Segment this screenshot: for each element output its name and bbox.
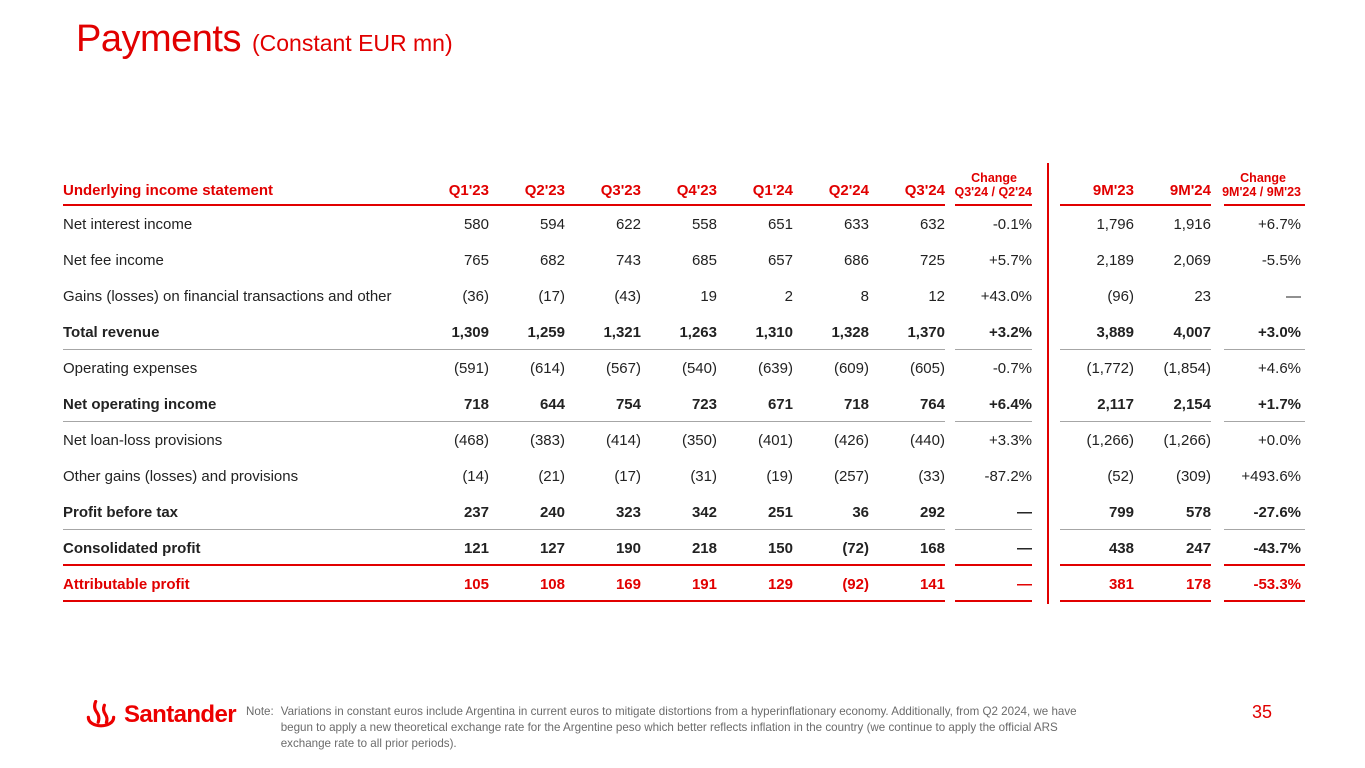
separator-line — [955, 349, 1032, 350]
quarter-value: 342 — [691, 503, 717, 521]
footnote-text — [281, 704, 1077, 752]
quarter-value: 191 — [691, 575, 717, 593]
yoy-change-value: +6.7% — [1258, 215, 1301, 233]
qoq-change-value: -87.2% — [984, 467, 1032, 485]
separator-line — [955, 600, 1032, 602]
yoy-change-value: — — [1286, 287, 1301, 305]
santander-flame-icon — [84, 700, 118, 730]
quarter-value: 754 — [615, 395, 641, 413]
quarter-value: 121 — [463, 539, 489, 557]
quarter-value: 580 — [463, 215, 489, 233]
quarter-value: 632 — [919, 215, 945, 233]
nine-month-value: 247 — [1185, 539, 1211, 557]
footnote — [246, 704, 1077, 752]
slide-title-row — [76, 18, 453, 61]
nine-month-value: 23 — [1194, 287, 1211, 305]
change-qoq-label: Change — [971, 171, 1017, 185]
quarter-value: 190 — [615, 539, 641, 557]
quarter-value: 725 — [919, 251, 945, 269]
change-yoy-label: Change — [1240, 171, 1286, 185]
quarter-value: 169 — [615, 575, 641, 593]
footnote-line: exchange rate to all prior periods). — [280, 737, 457, 750]
change-yoy-periods: 9M'24 / 9M'23 — [1222, 185, 1301, 199]
nine-month-value: 799 — [1108, 503, 1134, 521]
table-row — [63, 242, 1305, 278]
row-label: Profit before tax — [63, 503, 179, 521]
quarter-value: (350) — [681, 431, 717, 449]
separator-line — [63, 529, 945, 530]
footnote-label: Note: — [246, 705, 274, 718]
quarter-value: 1,259 — [527, 323, 565, 341]
nine-month-value: 3,889 — [1096, 323, 1134, 341]
table-row — [63, 314, 1305, 350]
footnote-line: begun to apply a new theoretical exchange rate for the Argentine peso which better reflects inflation in the country (we continue to apply the official ARS — [280, 721, 1058, 734]
quarter-value: (605) — [909, 359, 945, 377]
yoy-change-value: +493.6% — [1241, 467, 1301, 485]
row-label: Total revenue — [63, 323, 160, 341]
quarter-value: 108 — [539, 575, 565, 593]
quarter-value: (440) — [909, 431, 945, 449]
nine-month-value: 438 — [1108, 539, 1134, 557]
qoq-change-value: +3.3% — [989, 431, 1032, 449]
nine-month-value: (1,266) — [1163, 431, 1211, 449]
yoy-change-value: +4.6% — [1258, 359, 1301, 377]
period-divider-line — [1047, 163, 1049, 604]
separator-line — [63, 564, 945, 566]
table-header — [63, 160, 1305, 206]
nine-month-value: (96) — [1107, 287, 1134, 305]
qoq-change-value: +3.2% — [989, 323, 1032, 341]
row-label: Consolidated profit — [63, 539, 201, 557]
table-row — [63, 422, 1305, 458]
row-label: Operating expenses — [63, 359, 198, 377]
separator-line — [1060, 529, 1211, 530]
quarter-value: (639) — [757, 359, 793, 377]
nine-month-value: (52) — [1107, 467, 1134, 485]
logo-wordmark: Santander — [124, 701, 236, 728]
row-label: Attributable profit — [63, 575, 190, 593]
col-header-q3-24: Q3'24 — [904, 182, 945, 199]
quarter-value: (401) — [757, 431, 793, 449]
quarter-value: 105 — [463, 575, 489, 593]
nine-month-value: 1,916 — [1173, 215, 1211, 233]
quarter-value: 323 — [615, 503, 641, 521]
quarter-value: (33) — [918, 467, 945, 485]
separator-line — [1224, 421, 1305, 422]
yoy-change-value: -5.5% — [1261, 251, 1301, 269]
row-label: Net fee income — [63, 251, 164, 269]
santander-logo — [84, 700, 236, 730]
quarter-value: (609) — [833, 359, 869, 377]
quarter-value: 682 — [539, 251, 565, 269]
quarter-value: (14) — [462, 467, 489, 485]
page-title: Payments — [76, 18, 241, 60]
col-header-q2-24: Q2'24 — [828, 182, 869, 199]
quarter-value: 633 — [843, 215, 869, 233]
yoy-change-value: -43.7% — [1253, 539, 1301, 557]
nine-month-value: (1,266) — [1086, 431, 1134, 449]
nine-month-value: (309) — [1175, 467, 1211, 485]
quarter-value: 240 — [539, 503, 565, 521]
quarter-value: 558 — [691, 215, 717, 233]
col-header-q4-23: Q4'23 — [676, 182, 717, 199]
quarter-value: 622 — [615, 215, 641, 233]
page-number: 35 — [1252, 702, 1273, 722]
quarter-value: (72) — [842, 539, 869, 557]
col-header-change-qoq — [945, 171, 1032, 206]
separator-line — [955, 421, 1032, 422]
quarter-value: 644 — [539, 395, 565, 413]
separator-line — [1224, 349, 1305, 350]
quarter-value: (591) — [453, 359, 489, 377]
nine-month-value: 2,154 — [1173, 395, 1211, 413]
quarter-value: 1,310 — [755, 323, 793, 341]
quarter-value: (92) — [842, 575, 869, 593]
nine-month-value: 381 — [1108, 575, 1134, 593]
col-header-change-yoy — [1211, 171, 1301, 206]
qoq-change-value: +5.7% — [989, 251, 1032, 269]
quarter-value: 718 — [843, 395, 869, 413]
quarter-value: (426) — [833, 431, 869, 449]
yoy-change-value: -53.3% — [1253, 575, 1301, 593]
nine-month-value: 4,007 — [1173, 323, 1211, 341]
quarter-value: 1,321 — [603, 323, 641, 341]
quarter-value: 168 — [919, 539, 945, 557]
separator-line — [1060, 564, 1211, 566]
yoy-change-value: +0.0% — [1258, 431, 1301, 449]
quarter-value: 218 — [691, 539, 717, 557]
quarter-value: (567) — [605, 359, 641, 377]
quarter-value: 686 — [843, 251, 869, 269]
qoq-change-value: +43.0% — [980, 287, 1032, 305]
quarter-value: 292 — [919, 503, 945, 521]
table-row — [63, 494, 1305, 530]
quarter-value: (19) — [766, 467, 793, 485]
quarter-value: 1,263 — [679, 323, 717, 341]
nine-month-value: 2,069 — [1173, 251, 1211, 269]
row-label: Other gains (losses) and provisions — [63, 467, 299, 485]
qoq-change-value: — — [1017, 503, 1032, 521]
col-header-q1-24: Q1'24 — [752, 182, 793, 199]
quarter-value: 19 — [700, 287, 717, 305]
separator-line — [1224, 204, 1305, 206]
qoq-change-value: -0.1% — [992, 215, 1032, 233]
quarter-value: 8 — [860, 287, 869, 305]
row-label: Net loan-loss provisions — [63, 431, 223, 449]
separator-line — [63, 421, 945, 422]
separator-line — [1224, 600, 1305, 602]
quarter-value: (614) — [529, 359, 565, 377]
quarter-value: 12 — [928, 287, 945, 305]
col-header-q3-23: Q3'23 — [600, 182, 641, 199]
row-label: Net interest income — [63, 215, 193, 233]
quarter-value: 1,309 — [451, 323, 489, 341]
quarter-value: 1,328 — [831, 323, 869, 341]
separator-line — [955, 529, 1032, 530]
separator-line — [1060, 349, 1211, 350]
yoy-change-value: +1.7% — [1258, 395, 1301, 413]
separator-line — [63, 600, 945, 602]
quarter-value: (17) — [614, 467, 641, 485]
quarter-value: 743 — [615, 251, 641, 269]
quarter-value: 129 — [767, 575, 793, 593]
table-row — [63, 530, 1305, 566]
separator-line — [63, 204, 945, 206]
quarter-value: 651 — [767, 215, 793, 233]
qoq-change-value: — — [1017, 539, 1032, 557]
income-statement-table — [63, 160, 1305, 602]
quarter-value: 127 — [539, 539, 565, 557]
quarter-value: 594 — [539, 215, 565, 233]
yoy-change-value: -27.6% — [1253, 503, 1301, 521]
nine-month-value: 578 — [1185, 503, 1211, 521]
quarter-value: (257) — [833, 467, 869, 485]
quarter-value: (468) — [453, 431, 489, 449]
quarter-value: 718 — [463, 395, 489, 413]
row-label: Gains (losses) on financial transactions and other — [63, 287, 392, 305]
quarter-value: 657 — [767, 251, 793, 269]
qoq-change-value: +6.4% — [989, 395, 1032, 413]
quarter-value: 1,370 — [907, 323, 945, 341]
nine-month-value: 2,117 — [1097, 395, 1134, 413]
col-header-9m-23: 9M'23 — [1092, 182, 1134, 199]
table-row — [63, 278, 1305, 314]
separator-line — [955, 204, 1032, 206]
table-body — [63, 206, 1305, 602]
footnote-line: Variations in constant euros include Argentina in current euros to mitigate distortions from a hyperinflationary economy. Additionally, from Q2 2024, we have — [280, 705, 1077, 718]
table-row — [63, 350, 1305, 386]
nine-month-value: 178 — [1185, 575, 1211, 593]
column-gap — [1032, 199, 1057, 206]
quarter-value: (414) — [605, 431, 641, 449]
table-row — [63, 206, 1305, 242]
quarter-value: (21) — [538, 467, 565, 485]
nine-month-value: 1,796 — [1096, 215, 1134, 233]
quarter-value: 764 — [919, 395, 945, 413]
nine-month-value: 2,189 — [1096, 251, 1134, 269]
table-header-label: Underlying income statement — [63, 182, 274, 199]
quarter-value: 685 — [691, 251, 717, 269]
quarter-value: 36 — [852, 503, 869, 521]
separator-line — [1060, 421, 1211, 422]
table-row — [63, 458, 1305, 494]
quarter-value: 141 — [919, 575, 945, 593]
separator-line — [955, 564, 1032, 566]
col-header-q2-23: Q2'23 — [524, 182, 565, 199]
separator-line — [63, 349, 945, 350]
separator-line — [1060, 600, 1211, 602]
quarter-value: (43) — [614, 287, 641, 305]
yoy-change-value: +3.0% — [1258, 323, 1301, 341]
nine-month-value: (1,854) — [1163, 359, 1211, 377]
quarter-value: (540) — [681, 359, 717, 377]
quarter-value: (36) — [462, 287, 489, 305]
quarter-value: (31) — [690, 467, 717, 485]
separator-line — [1060, 204, 1211, 206]
qoq-change-value: — — [1017, 575, 1032, 593]
row-label: Net operating income — [63, 395, 217, 413]
separator-line — [1224, 529, 1305, 530]
quarter-value: (383) — [529, 431, 565, 449]
quarter-value: 150 — [767, 539, 793, 557]
quarter-value: 765 — [463, 251, 489, 269]
quarter-value: (17) — [538, 287, 565, 305]
quarter-value: 237 — [463, 503, 489, 521]
col-header-9m-24: 9M'24 — [1169, 182, 1211, 199]
quarter-value: 2 — [784, 287, 793, 305]
quarter-value: 671 — [767, 395, 793, 413]
separator-line — [1224, 564, 1305, 566]
col-header-q1-23: Q1'23 — [448, 182, 489, 199]
change-qoq-periods: Q3'24 / Q2'24 — [954, 185, 1032, 199]
nine-month-value: (1,772) — [1086, 359, 1134, 377]
qoq-change-value: -0.7% — [992, 359, 1032, 377]
table-row — [63, 386, 1305, 422]
table-row — [63, 566, 1305, 602]
quarter-value: 723 — [691, 395, 717, 413]
quarter-value: 251 — [767, 503, 793, 521]
page-subtitle: (Constant EUR mn) — [251, 30, 453, 56]
